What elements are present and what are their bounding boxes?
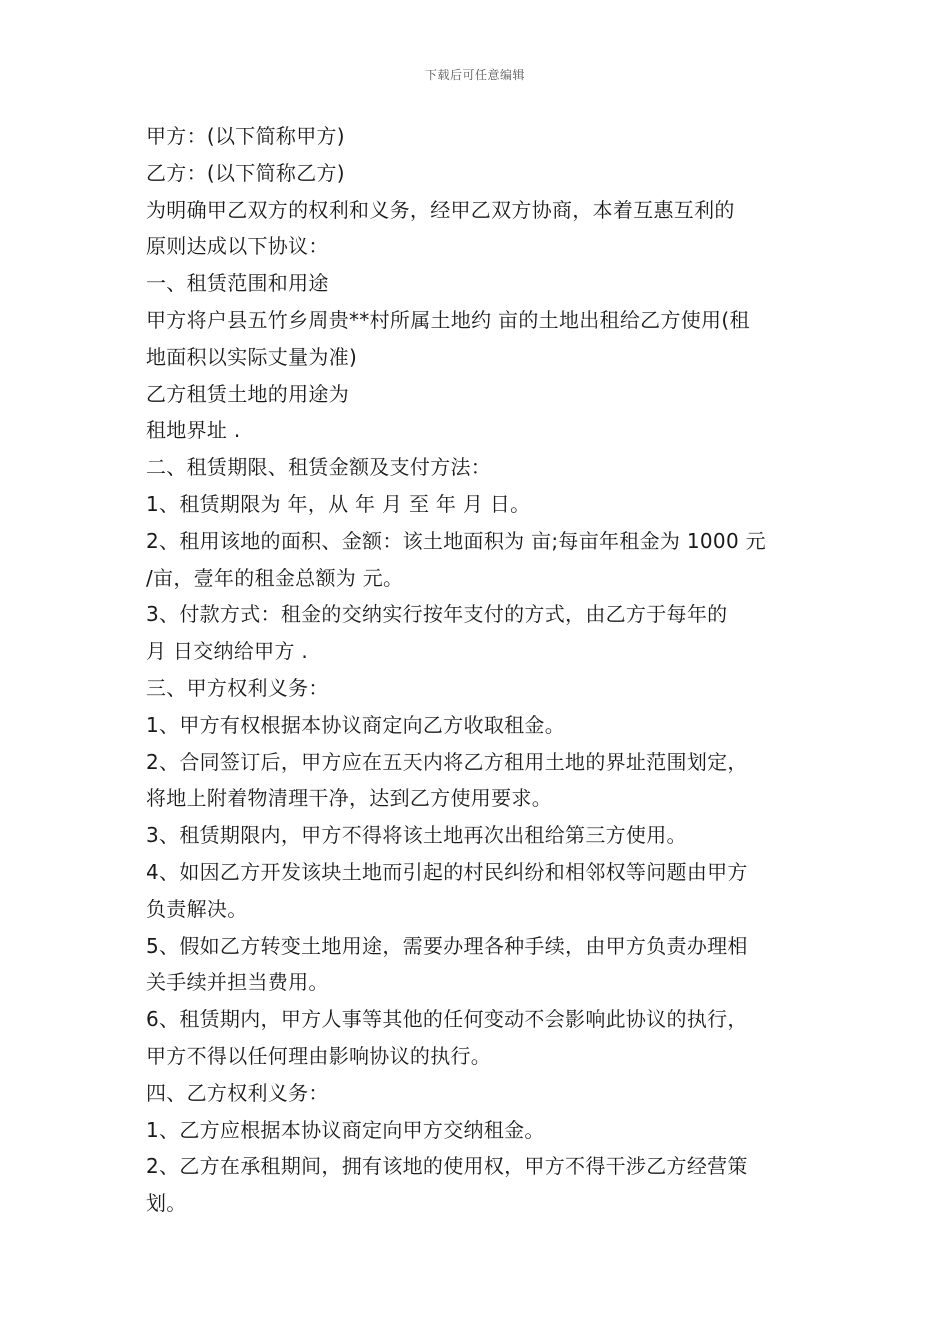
text-line: 3、付款方式：租金的交纳实行按年支付的方式，由乙方于每年的	[146, 602, 728, 627]
document-body	[146, 118, 811, 1222]
text-line: 乙方：(以下简称乙方)	[146, 160, 345, 185]
text-line: 1、乙方应根据本协议商定向甲方交纳租金。	[146, 1117, 545, 1142]
text-line: 地面积以实际丈量为准)	[146, 344, 358, 369]
text-line: 原则达成以下协议：	[146, 234, 329, 259]
section-heading: 一、租赁范围和用途	[146, 271, 329, 296]
section-heading: 四、乙方权利义务：	[146, 1080, 329, 1105]
text-line: 4、如因乙方开发该块土地而引起的村民纠纷和相邻权等问题由甲方	[146, 859, 748, 884]
text-line: 月 日交纳给甲方 .	[146, 639, 309, 664]
text-line: 甲方不得以任何理由影响协议的执行。	[146, 1043, 492, 1068]
text-line: 1、租赁期限为 年，从 年 月 至 年 月 日。	[146, 491, 531, 516]
section-heading: 二、租赁期限、租赁金额及支付方法：	[146, 455, 492, 480]
text-line: 甲方将户县五竹乡周贵**村所属土地约 亩的土地出租给乙方使用(租	[146, 307, 750, 332]
text-line: 将地上附着物清理干净，达到乙方使用要求。	[146, 786, 552, 811]
section-heading: 三、甲方权利义务：	[146, 675, 329, 700]
text-line: 划。	[146, 1191, 187, 1216]
text-line: 2、乙方在承租期间，拥有该地的使用权，甲方不得干涉乙方经营策	[146, 1154, 748, 1179]
text-line: 3、租赁期限内，甲方不得将该土地再次出租给第三方使用。	[146, 823, 687, 848]
text-line: 关手续并担当费用。	[146, 970, 329, 995]
text-line: 租地界址 .	[146, 418, 241, 443]
text-line: 2、合同签订后，甲方应在五天内将乙方租用土地的界址范围划定，	[146, 749, 748, 774]
text-line: 6、租赁期内，甲方人事等其他的任何变动不会影响此协议的执行，	[146, 1007, 748, 1032]
text-line: 为明确甲乙双方的权利和义务，经甲乙双方协商，本着互惠互利的	[146, 197, 735, 222]
text-line: 甲方：(以下简称甲方)	[146, 124, 345, 148]
text-line: 1、甲方有权根据本协议商定向乙方收取租金。	[146, 712, 566, 737]
text-line: 负责解决。	[146, 896, 248, 921]
page-header: 下载后可任意编辑	[424, 68, 525, 82]
text-line: 乙方租赁土地的用途为	[146, 381, 349, 406]
text-line: 2、租用该地的面积、金额：该土地面积为 亩;每亩年租金为 1000 元	[146, 528, 766, 553]
text-line: 5、假如乙方转变土地用途，需要办理各种手续，由甲方负责办理相	[146, 933, 748, 958]
text-line: /亩，壹年的租金总额为 元。	[146, 565, 404, 590]
